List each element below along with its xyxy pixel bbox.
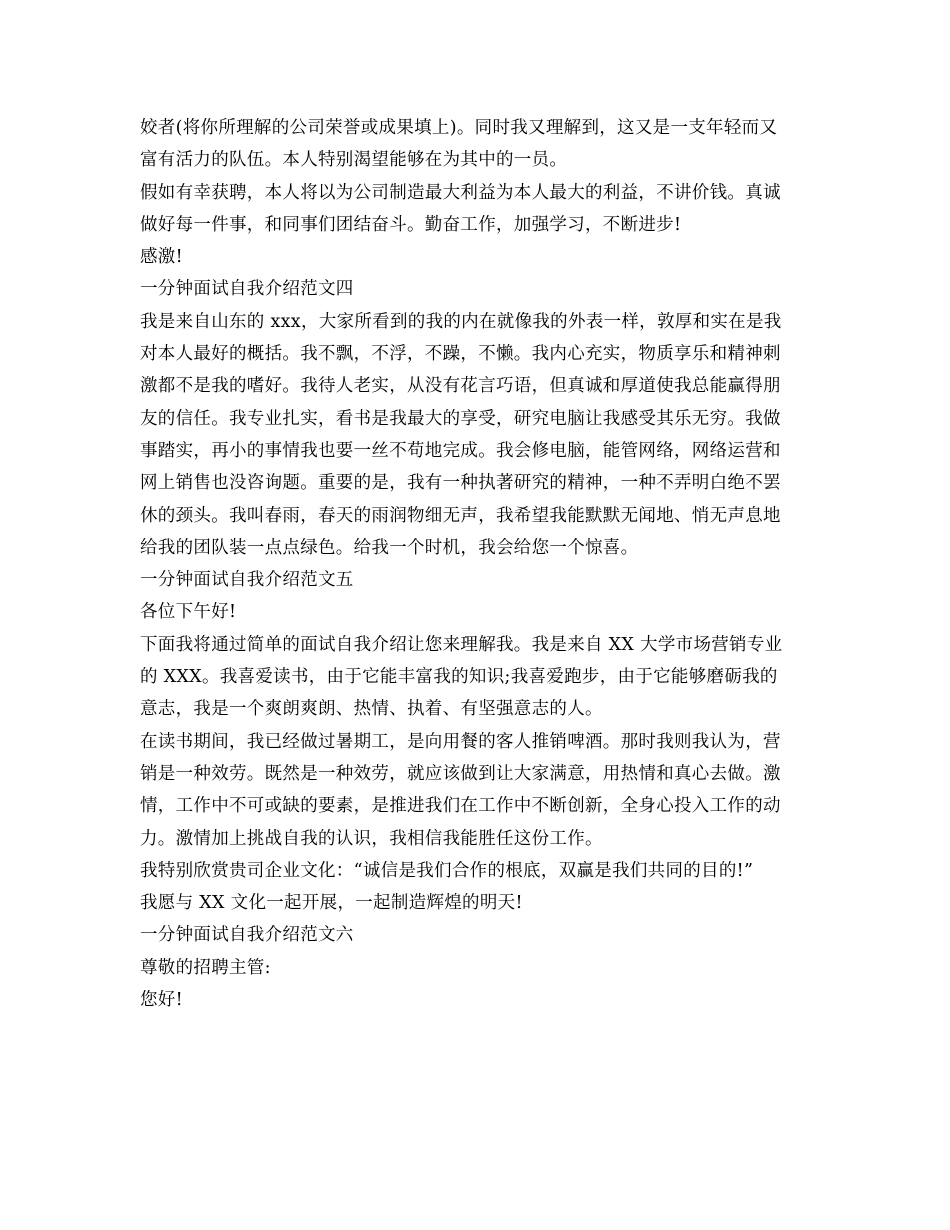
section-heading: 一分钟面试自我介绍范文五: [140, 570, 354, 591]
text-line: 情，工作中不可或缺的要素，是推进我们在工作中不断创新，全身心投入工作的动: [140, 796, 781, 817]
text-line: 友的信任。我专业扎实，看书是我最大的享受，研究电脑让我感受其乐无穷。我做: [140, 408, 781, 429]
text-line: 给我的团队装一点点绿色。给我一个时机，我会给您一个惊喜。: [140, 537, 639, 558]
text-line: 意志，我是一个爽朗爽朗、热情、执着、有坚强意志的人。: [140, 699, 603, 720]
text-line: 假如有幸获聘，本人将以为公司制造最大利益为本人最大的利益，不讲价钱。真诚: [140, 182, 781, 203]
text-line: 各位下午好!: [140, 602, 237, 623]
text-line: 事踏实，再小的事情我也要一丝不苟地完成。我会修电脑，能管网络，网络运营和: [140, 440, 781, 461]
text-line: 姣者(将你所理解的公司荣誉或成果填上)。同时我又理解到，这又是一支年轻而又: [140, 118, 778, 138]
text-line: 对本人最好的概括。我不飘，不浮，不躁，不懒。我内心充实，物质享乐和精神刺: [140, 344, 781, 365]
text-line: 富有活力的队伍。本人特别渴望能够在为其中的一员。: [140, 150, 568, 171]
text-line: 我特别欣赏贵司企业文化：“诚信是我们合作的根底，双赢是我们共同的目的!”: [140, 860, 754, 881]
text-line: 感激!: [140, 247, 183, 268]
text-line: 我是来自山东的 xxx，大家所看到的我的内在就像我的外表一样，敦厚和实在是我: [140, 311, 782, 332]
text-line: 您好!: [140, 990, 183, 1011]
text-line: 我愿与 XX 文化一起开展，一起制造辉煌的明天!: [140, 893, 523, 914]
text-line: 尊敬的招聘主管:: [140, 957, 271, 978]
text-line: 销是一种效劳。既然是一种效劳，就应该做到让大家满意，用热情和真心去做。激: [140, 763, 781, 784]
document-body: [140, 112, 812, 1016]
text-line: 做好每一件事，和同事们团结奋斗。勤奋工作，加强学习，不断进步!: [140, 214, 682, 235]
text-line: 下面我将通过简单的面试自我介绍让您来理解我。我是来自 XX 大学市场营销专业: [140, 634, 783, 655]
text-line: 力。激情加上挑战自我的认识，我相信我能胜任这份工作。: [140, 828, 603, 849]
text-line: 休的颈头。我叫春雨，春天的雨润物细无声，我希望我能默默无闻地、悄无声息地: [140, 505, 781, 526]
text-line: 激都不是我的嗜好。我待人老实，从没有花言巧语，但真诚和厚道使我总能赢得朋: [140, 376, 781, 397]
text-line: 网上销售也没咨询题。重要的是，我有一种执著研究的精神，一种不弄明白绝不罢: [140, 473, 781, 494]
text-line: 在读书期间，我已经做过暑期工，是向用餐的客人推销啤酒。那时我则我认为，营: [140, 731, 781, 752]
section-heading: 一分钟面试自我介绍范文六: [140, 925, 354, 946]
section-heading: 一分钟面试自我介绍范文四: [140, 279, 354, 300]
text-line: 的 XXX。我喜爱读书，由于它能丰富我的知识;我喜爱跑步，由于它能够磨砺我的: [140, 667, 778, 688]
